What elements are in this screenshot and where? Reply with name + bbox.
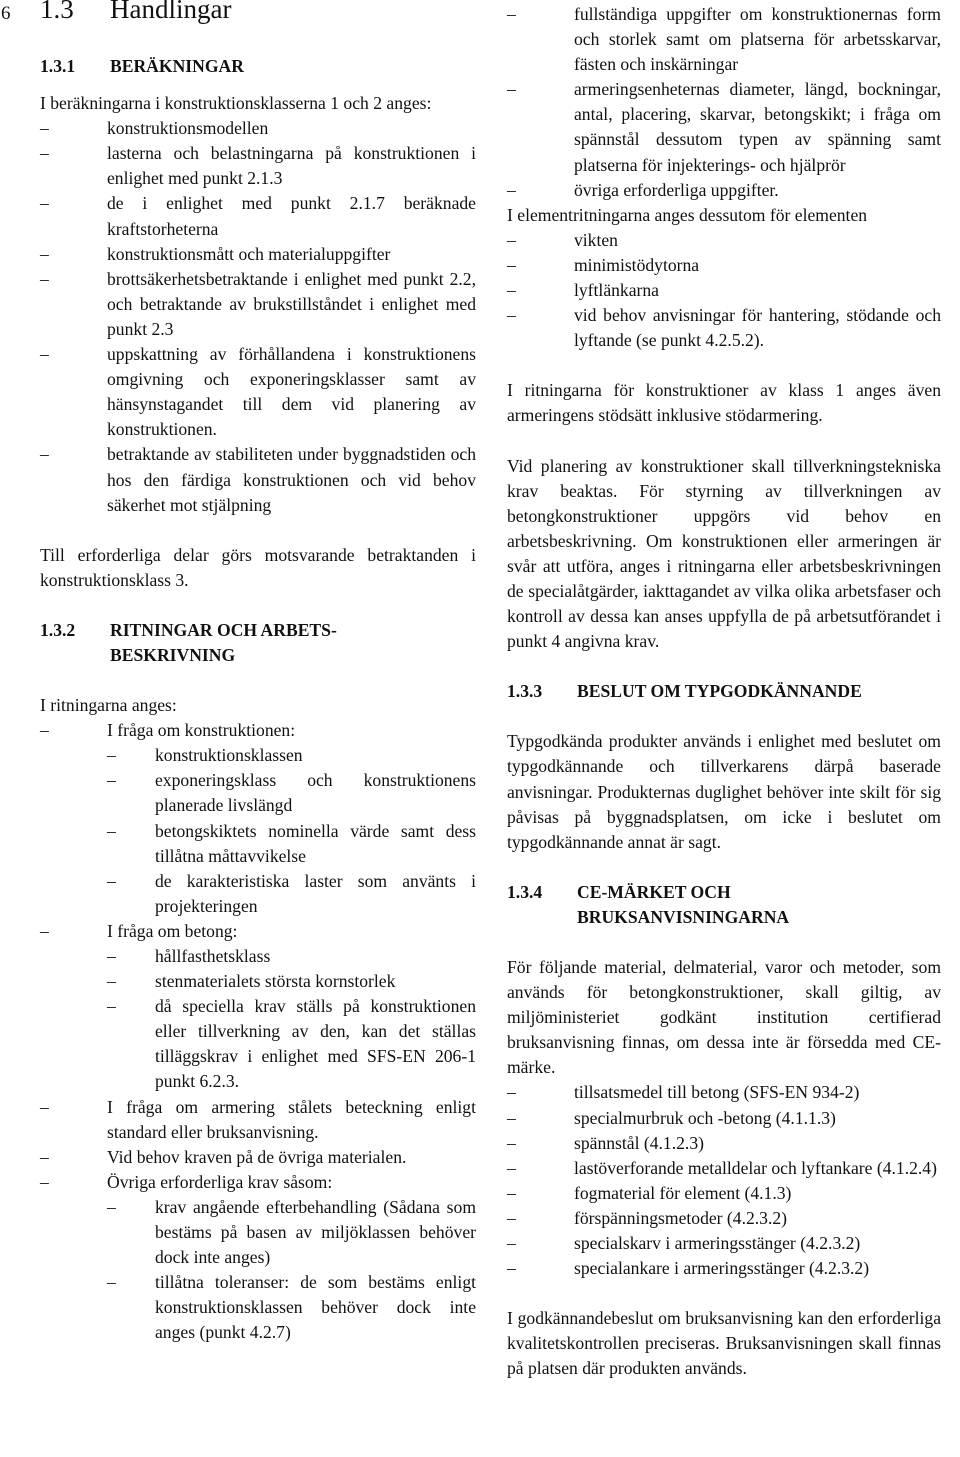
list-item: – förspänningsmetoder (4.2.3.2) bbox=[507, 1207, 788, 1228]
section-number: 1.3.4 bbox=[507, 881, 543, 902]
list-item: – brottsäkerhetsbetraktande i enlighet med punkt 2.2, och betraktande av brukstillståndet i enlighet med punkt 2.3 bbox=[40, 268, 476, 339]
list-item: – specialmurbruk och -betong (4.1.1.3) bbox=[507, 1107, 836, 1128]
section-number: 1.3.3 bbox=[507, 681, 543, 702]
sub-list-item: – betongskiktets nominella värde samt dess tillåtna måttavvikelse bbox=[107, 820, 476, 866]
section-title: BESLUT OM TYPGODKÄNNANDE bbox=[577, 681, 862, 702]
list-item: – Övriga erforderliga krav såsom: bbox=[40, 1171, 333, 1192]
list-item: – vid behov anvisningar för hantering, stödande och lyftande (se punkt 4.2.5.2). bbox=[507, 305, 941, 351]
paragraph: För följande material, delmaterial, varor och metoder, som används för betongkonstruktioner, skall giltig, av miljöministeriet godkänt institution certifierad bruksanvisning finnas, om dessa inte är försedda med CE-märke. bbox=[507, 957, 941, 1078]
sub-list-item: – exponeringsklass och konstruktionens planerade livslängd bbox=[107, 770, 476, 816]
list-item: – spännstål (4.1.2.3) bbox=[507, 1132, 704, 1153]
paragraph: I elementritningarna anges dessutom för elementen bbox=[507, 204, 868, 225]
section-title: BERÄKNINGAR bbox=[110, 56, 244, 76]
paragraph: I beräkningarna i konstruktionsklasserna 1 och 2 anges: bbox=[40, 93, 432, 114]
section-number: 1.3.2 bbox=[40, 619, 76, 640]
section-heading-1-3-1 bbox=[40, 54, 476, 79]
list-item: – tillsatsmedel till betong (SFS-EN 934-2) bbox=[507, 1082, 860, 1103]
sub-list-item: – konstruktionsklassen bbox=[107, 745, 303, 766]
page-number: 6 bbox=[1, 3, 11, 24]
sub-list-item: – krav angående efterbehandling (Sådana som bestäms på basen av miljöklassen behöver dock inte anges) bbox=[107, 1196, 476, 1268]
chapter-title: Handlingar bbox=[110, 0, 232, 24]
list-item: – specialankare i armeringsstänger (4.2.3.2) bbox=[507, 1258, 870, 1279]
list-item: – I fråga om betong: bbox=[40, 920, 238, 941]
section-heading-1-3-4 bbox=[507, 880, 941, 930]
paragraph: Till erforderliga delar görs motsvarande betraktanden i konstruktionsklass 3. bbox=[40, 544, 476, 590]
sub-list-item: – de karakteristiska laster som använts i projekteringen bbox=[107, 870, 476, 916]
list-item: – konstruktionsmått och materialuppgifter bbox=[40, 243, 391, 264]
paragraph: I ritningarna för konstruktioner av klass 1 anges även armeringens stödsätt inklusive stödarmering. bbox=[507, 380, 941, 426]
section-heading-1-3-3 bbox=[507, 679, 941, 704]
paragraph: Vid planering av konstruktioner skall tillverkningstekniska krav beaktas. För styrning av tillverkningen av betongkonstruktioner uppgörs vid behov en arbetsbeskrivning. Om konstruktionen eller armeringen är svår att utföra, anges i ritningarna eller arbetsbeskrivningen de specialåtgärder, iakttagandet av vilka olika arbetsfaser och kontroll av dessa kan anses uppfylla de på arbetsutförandet i punkt 4 angivna krav. bbox=[507, 455, 941, 652]
sub-list-item: – hållfasthetsklass bbox=[107, 946, 271, 966]
list-item: – fullständiga uppgifter om konstruktionernas form och storlek samt om platserna för arbetsskarvar, fästen och inskärningar bbox=[507, 4, 941, 75]
list-item: – armeringsenheternas diameter, längd, bockningar, antal, placering, skarvar, betongskikt; i fråga om spännstål dessutom typen av spänning samt platserna för injekterings- och hjälprör bbox=[507, 79, 941, 175]
list-item: – övriga erforderliga uppgifter. bbox=[507, 179, 779, 200]
list-item: – lastöverforande metalldelar och lyftankare (4.1.2.4) bbox=[507, 1157, 937, 1178]
paragraph: I godkännandebeslut om bruksanvisning kan den erforderliga kvalitetskontrollen preciseras. Bruksanvisningen skall finnas på platsen där produkten används. bbox=[507, 1308, 941, 1379]
list-item: – I fråga om armering stålets beteckning enligt standard eller bruksanvisning. bbox=[40, 1096, 476, 1142]
section-title: RITNINGAR OCH ARBETS- bbox=[110, 619, 337, 640]
section-heading-1-3-2 bbox=[40, 618, 476, 668]
section-number: 1.3.1 bbox=[40, 56, 76, 76]
sub-list-item: – tillåtna toleranser: de som bestäms enligt konstruktionsklassen behöver dock inte anges (punkt 4.2.7) bbox=[107, 1272, 476, 1343]
list-item: – uppskattning av förhållandena i konstruktionens omgivning och exponeringsklasser samt av hänsynstagandet till dem vid planering av konstruktionen. bbox=[40, 344, 476, 440]
left-column bbox=[40, 0, 476, 1346]
list-item: – konstruktionsmodellen bbox=[40, 118, 269, 139]
list-item: – minimistödytorna bbox=[507, 254, 700, 275]
chapter-number: 1.3 bbox=[40, 0, 74, 24]
section-title: BESKRIVNING bbox=[110, 644, 236, 665]
paragraph: I ritningarna anges: bbox=[40, 695, 177, 716]
sub-list-item: – då speciella krav ställs på konstruktionen eller tillverkning av den, kan det ställas tilläggskrav i enlighet med SFS-EN 206-1 punkt 6.2.3. bbox=[107, 996, 476, 1092]
list-item: – I fråga om konstruktionen: bbox=[40, 720, 296, 741]
list-item: – lyftlänkarna bbox=[507, 280, 659, 301]
list-item: – betraktande av stabiliteten under byggnadstiden och hos den färdiga konstruktionen och vid behov säkerhet mot stjälpning bbox=[40, 444, 476, 515]
list-item: – lasterna och belastningarna på konstruktionen i enlighet med punkt 2.1.3 bbox=[40, 143, 476, 189]
list-item: – fogmaterial för element (4.1.3) bbox=[507, 1182, 792, 1203]
list-item: – Vid behov kraven på de övriga materialen. bbox=[40, 1146, 407, 1167]
section-title: BRUKSANVISNINGARNA bbox=[577, 906, 790, 927]
list-item: – de i enlighet med punkt 2.1.7 beräknade kraftstorheterna bbox=[40, 193, 476, 239]
paragraph: Typgodkända produkter används i enlighet med beslutet om typgodkännande och tillverkarens därpå baserade anvisningar. Produkternas duglighet behöver inte skilt för sig påvisas på byggnadsplatsen, om icke i beslutet om typgodkännande annat är sagt. bbox=[507, 731, 941, 852]
sub-list-item: – stenmaterialets största kornstorlek bbox=[107, 971, 396, 992]
section-title: CE-MÄRKET OCH bbox=[577, 881, 731, 902]
list-item: – vikten bbox=[507, 229, 618, 250]
right-column bbox=[507, 0, 941, 1382]
list-item: – specialskarv i armeringsstänger (4.2.3.2) bbox=[507, 1233, 861, 1254]
